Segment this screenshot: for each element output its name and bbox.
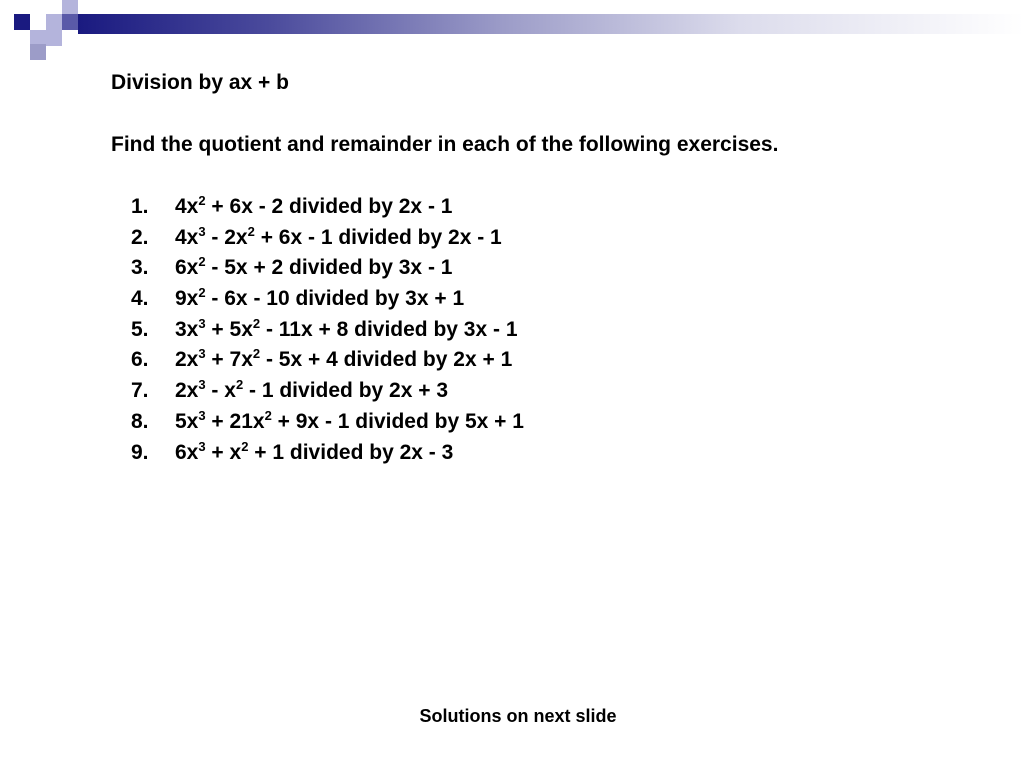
footer-note: Solutions on next slide: [419, 706, 617, 726]
expression-term: - 6x - 10 divided by 3x + 1: [205, 287, 465, 311]
expression-term: + 1 divided by 2x - 3: [248, 440, 454, 464]
exponent: 3: [198, 223, 206, 239]
exercise-item: [131, 192, 524, 223]
exercise-number: 5.: [131, 317, 149, 341]
exercise-number: 3.: [131, 256, 149, 280]
exercise-number: 9.: [131, 440, 149, 464]
exponent: 3: [198, 315, 206, 331]
exponent: 2: [198, 285, 206, 301]
exponent: 3: [198, 407, 206, 423]
exercise-expression: [175, 256, 452, 279]
exercise-item: [131, 284, 524, 315]
exponent: 2: [264, 407, 272, 423]
exponent: 2: [235, 377, 244, 393]
exponent: 3: [198, 438, 206, 454]
expression-term: 5x: [175, 409, 199, 433]
exercise-expression: [175, 315, 518, 341]
expression-term: + 21x: [205, 409, 265, 433]
exercise-expression: [175, 223, 502, 249]
exercise-expression: [175, 195, 452, 218]
exercise-expression: [175, 379, 448, 402]
exercise-number: 2.: [131, 225, 149, 249]
exercise-expression: [175, 407, 524, 433]
expression-term: + 6x - 1 divided by 2x - 1: [254, 225, 502, 249]
decorative-square: [62, 14, 78, 30]
expression-term: 6x: [175, 256, 199, 280]
exercise-item: [131, 315, 524, 346]
expression-term: 4x: [175, 225, 199, 249]
exercise-number: 4.: [131, 287, 149, 311]
expression-term: 9x: [175, 287, 199, 311]
slide-title: Division by ax + b: [111, 71, 289, 94]
exponent: 2: [252, 315, 261, 331]
exercise-expression: [175, 438, 454, 464]
exercise-number: 8.: [131, 409, 149, 433]
expression-term: - 1 divided by 2x + 3: [243, 379, 449, 403]
exponent: 2: [198, 254, 206, 270]
expression-term: 4x: [175, 195, 199, 218]
exponent: 2: [241, 438, 249, 454]
exercise-number: 6.: [131, 348, 149, 372]
expression-term: 3x: [175, 317, 199, 341]
expression-term: + 7x: [205, 348, 253, 372]
exercise-list: [131, 192, 524, 468]
header-gradient-bar: [78, 14, 1024, 34]
exponent: 2: [247, 223, 255, 239]
decorative-square: [30, 44, 46, 60]
exercise-expression: [175, 348, 512, 371]
exercise-item: [131, 253, 524, 284]
instruction-text: Find the quotient and remainder in each of the following exercises.: [111, 133, 779, 156]
exponent: 3: [198, 346, 206, 362]
expression-term: - 5x + 2 divided by 3x - 1: [205, 256, 453, 280]
exercise-item: [131, 438, 524, 469]
expression-term: - 11x + 8 divided by 3x - 1: [260, 317, 518, 341]
expression-term: + 9x - 1 divided by 5x + 1: [271, 409, 524, 433]
exercise-item: [131, 407, 524, 438]
decorative-square: [46, 14, 62, 30]
expression-term: + x: [205, 440, 242, 464]
exercise-item: [131, 376, 524, 407]
expression-term: + 6x - 2 divided by 2x - 1: [205, 195, 453, 218]
exponent: 2: [252, 346, 261, 362]
exercise-expression: [175, 287, 464, 310]
decorative-square: [46, 30, 62, 46]
header-decoration: [0, 14, 1024, 34]
expression-term: 2x: [175, 348, 199, 372]
expression-term: - x: [205, 379, 236, 403]
expression-term: 6x: [175, 440, 199, 464]
exponent: 2: [198, 193, 206, 208]
expression-term: 2x: [175, 379, 199, 403]
exponent: 3: [198, 377, 206, 393]
expression-term: + 5x: [205, 317, 253, 341]
exercise-number: 1.: [131, 195, 149, 218]
expression-term: - 5x + 4 divided by 2x + 1: [260, 348, 513, 372]
exercise-item: [131, 223, 524, 254]
exercise-item: [131, 345, 524, 376]
expression-term: - 2x: [205, 225, 248, 249]
exercise-number: 7.: [131, 379, 149, 403]
decorative-square: [14, 14, 30, 30]
